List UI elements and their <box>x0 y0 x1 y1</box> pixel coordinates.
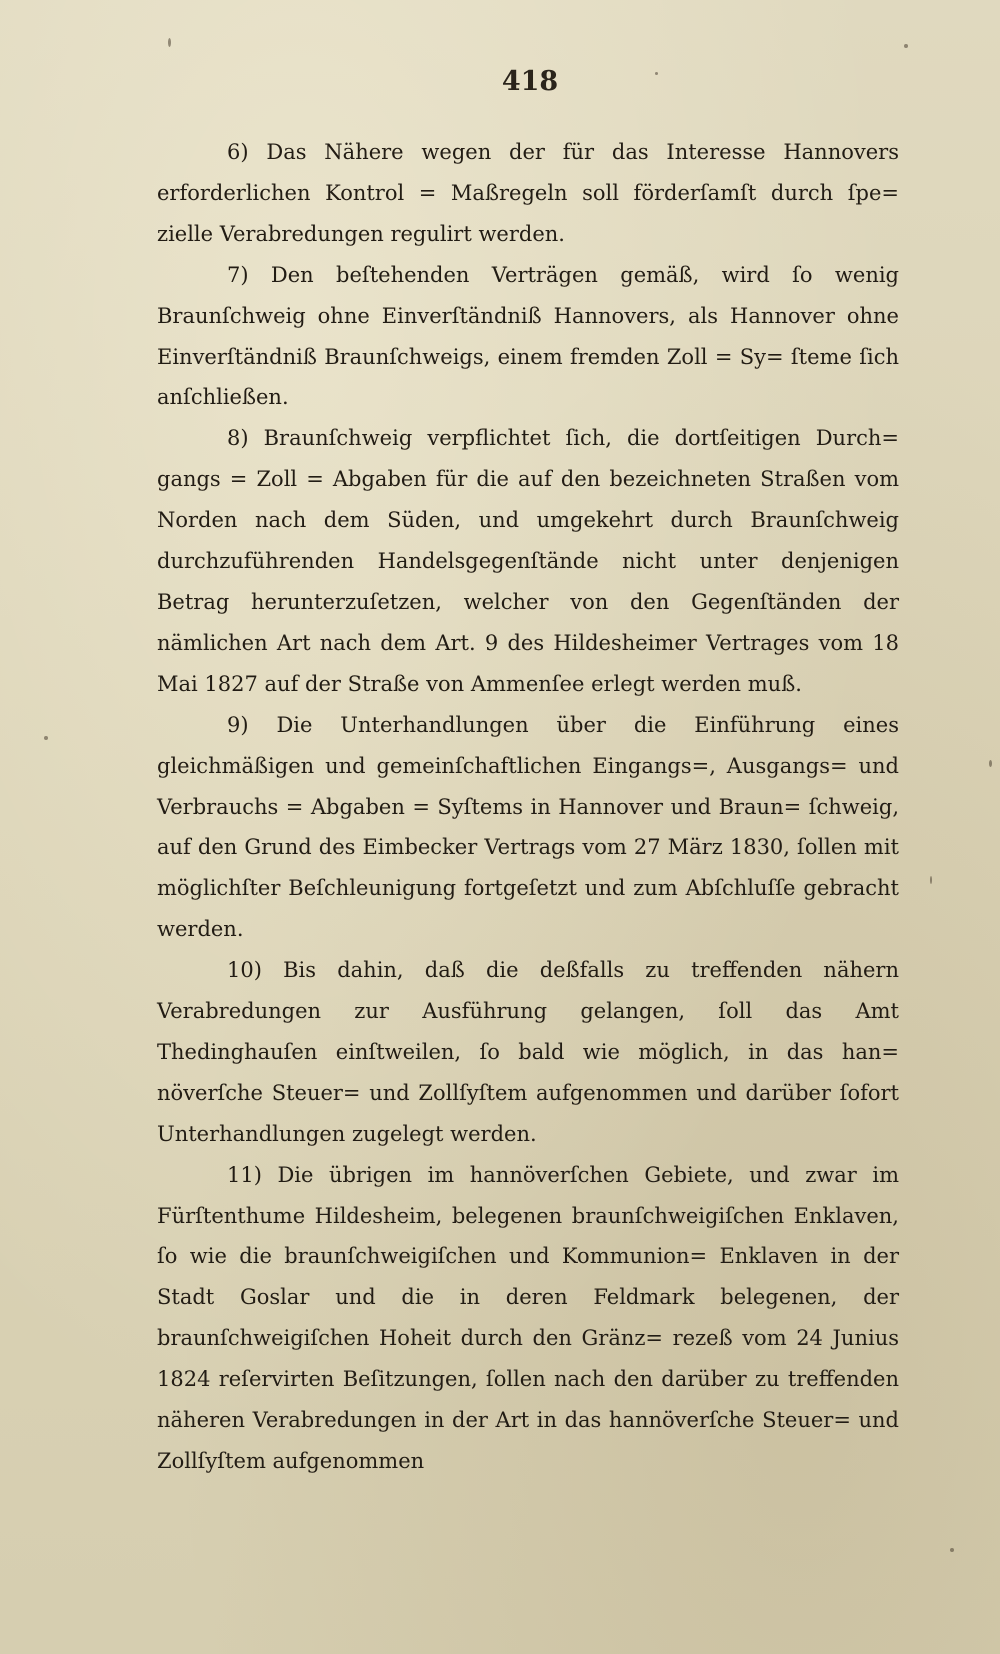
paragraph-10: 10) Bis dahin, daß die deßfalls zu treffenden nähern Verabredungen zur Ausführung gelangen, ſoll das Amt Thedinghauſen einſtweilen, ſo bald wie möglich, in das han= növerſche Steuer= und Zollſyſtem aufgenommen und darüber ſofort Unterhandlungen zugelegt werden. <box>157 958 899 1146</box>
paper-speck <box>989 760 992 767</box>
paper-speck <box>950 1548 954 1552</box>
paper-speck <box>655 72 658 75</box>
paragraph-8: 8) Braunſchweig verpflichtet ſich, die dortſeitigen Durch= gangs = Zoll = Abgaben für die auf den bezeichneten Straßen vom Norden nach dem Süden, und umgekehrt durch Braunſchweig durchzuführenden Handelsgegenſtände nicht unter denjenigen Betrag herunterzuſetzen, welcher von den Gegenſtänden der nämlichen Art nach dem Art. 9 des Hildesheimer Vertrages vom 18 Mai 1827 auf der Straße von Ammenſee erlegt werden muß. <box>157 426 899 696</box>
paragraph-6: 6) Das Nähere wegen der für das Interesse Hannovers erforderlichen Kontrol = Maßregeln soll förderſamſt durch ſpe= zielle Verabredungen regulirt werden. <box>157 140 899 246</box>
paper-speck <box>44 736 48 740</box>
paper-speck <box>168 38 171 47</box>
body-text <box>157 132 899 1482</box>
paper-speck <box>930 876 932 884</box>
paragraph-7: 7) Den beſtehenden Verträgen gemäß, wird ſo wenig Braunſchweig ohne Einverſtändniß Hannovers, als Hannover ohne Einverſtändniß Braunſchweigs, einem fremden Zoll = Sy= ſteme ſich anſchließen. <box>157 262 899 410</box>
paper-speck <box>904 44 908 48</box>
paragraph-9: 9) Die Unterhandlungen über die Einführung eines gleichmäßigen und gemeinſchaftlichen Eingangs=, Ausgangs= und Verbrauchs = Abgaben = Syſtems in Hannover und Braun= ſchweig, auf den Grund des Eimbecker Vertrags vom 27 März 1830, ſollen mit möglichſter Beſchleunigung fortgeſetzt und zum Abſchluſſe gebracht werden. <box>157 712 899 942</box>
paragraph-11: 11) Die übrigen im hannöverſchen Gebiete, und zwar im Fürſtenthume Hildesheim, belegenen braunſchweigiſchen Enklaven, ſo wie die braunſchweigiſchen und Kommunion= Enklaven in der Stadt Goslar und die in deren Feldmark belegenen, der braunſchweigiſchen Hoheit durch den Gränz= rezeß vom 24 Junius 1824 reſervirten Beſitzungen, ſollen nach den darüber zu treffenden näheren Verabredungen in der Art in das hannöverſche Steuer= und Zollſyſtem aufgenommen <box>157 1162 899 1473</box>
page-number: 418 <box>501 66 559 97</box>
